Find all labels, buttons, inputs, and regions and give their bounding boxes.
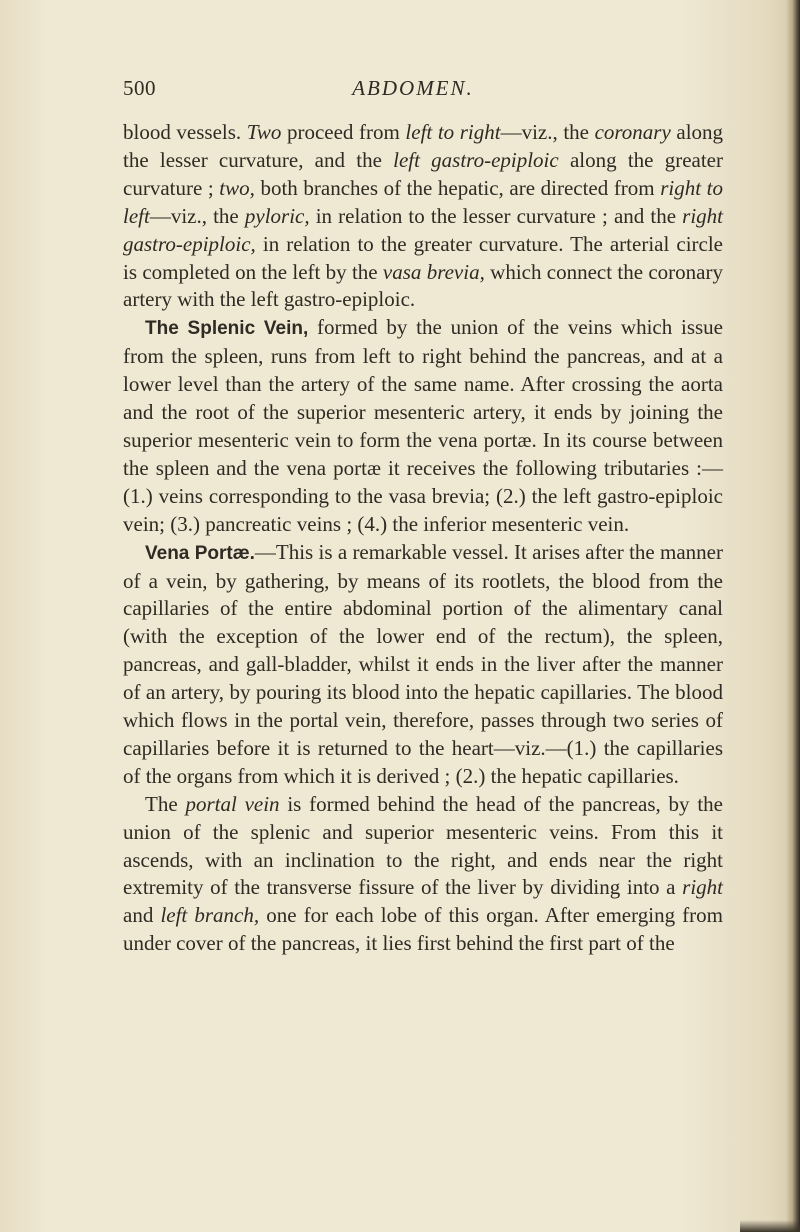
italic-run: left to right	[405, 120, 501, 144]
paragraph-splenic-vein	[123, 314, 723, 538]
italic-run: two,	[219, 175, 255, 200]
text-run: —This is a remarkable vessel. It arises after the manner of a vein, by gathering, by means of its rootlets, the blood from the capillaries of the entire abdominal portion of the alimentary canal (with the exception of the lower end of the rectum), the spleen, pancreas, and gall-bladder, whilst it ends in the liver after the manner of an artery, by pouring its blood into the hepatic capillaries. The blood which flows in the portal vein, therefore, passes through two series of capillaries before it is returned to the heart—viz.—(1.) the capillaries of the organs from which it is derived ; (2.) the hepatic capillaries.	[123, 539, 723, 788]
text-run: is formed behind the head of the pancreas, by the union of the splenic and superior mesenteric veins. From this it ascends, with an inclination to the right, and ends near the right extremity of the transverse fissure of the liver by dividing into a	[123, 791, 723, 900]
text-run: —viz., the	[500, 120, 595, 144]
text-run: along the greater curvature ;	[123, 147, 723, 200]
text-run: blood vessels.	[123, 120, 247, 144]
section-heading-vena-portae: Vena Portæ.	[145, 542, 255, 564]
text-run: which connect the coronary artery with the left gastro-epiploic.	[123, 259, 723, 312]
italic-run: right	[682, 875, 723, 900]
text-run: proceed from	[281, 120, 406, 144]
running-title: ABDOMEN.	[352, 76, 474, 100]
text-run: and	[123, 903, 161, 928]
text-run: formed by the union of the veins which issue from the spleen, runs from left to right behind the pancreas, and at a lower level than the artery of the same name. After crossing the aorta and the root of the superior mesenteric artery, it ends by joining the superior mesenteric vein to form the vena portæ. In its course between the spleen and the vena portæ it receives the following tributaries :—(1.) veins corresponding to the vasa brevia; (2.) the left gastro-epiploic vein; (3.) pancreatic veins ; (4.) the inferior mesenteric vein.	[123, 315, 723, 536]
text-run: in relation to the greater curvature. The arterial circle is completed on the left by the	[123, 231, 723, 284]
italic-run: portal vein	[185, 791, 280, 816]
paragraph-vena-portae	[123, 539, 723, 791]
text-run: —viz., the	[149, 203, 245, 228]
italic-run: vasa brevia,	[382, 259, 485, 284]
paragraph-portal-vein	[123, 791, 723, 958]
page-binding-edge	[786, 0, 800, 1232]
text-run: The	[145, 791, 186, 816]
italic-run: Two	[246, 120, 282, 144]
body-text	[123, 119, 723, 958]
italic-run: pyloric,	[244, 203, 310, 228]
text-run: along the lesser curvature, and the	[123, 120, 724, 172]
italic-run: right to left	[123, 175, 723, 228]
text-run: in relation to the lesser curvature ; and the	[309, 203, 683, 228]
italic-run: left gastro-epiploic	[393, 147, 559, 172]
page-number: 500	[123, 76, 156, 100]
italic-run: left branch,	[160, 903, 260, 928]
section-heading-splenic-vein: The Splenic Vein,	[145, 318, 309, 340]
page-corner-shadow	[740, 1220, 800, 1232]
italic-run: coronary	[594, 120, 671, 144]
paragraph-arteries	[123, 119, 723, 314]
italic-run: right gastro-epiploic,	[123, 203, 723, 256]
text-run: one for each lobe of this organ. After emerging from under cover of the pancreas, it lies first behind the first part of the	[123, 903, 723, 956]
text-run: both branches of the hepatic, are directed from	[254, 175, 661, 200]
page-header	[123, 76, 723, 106]
